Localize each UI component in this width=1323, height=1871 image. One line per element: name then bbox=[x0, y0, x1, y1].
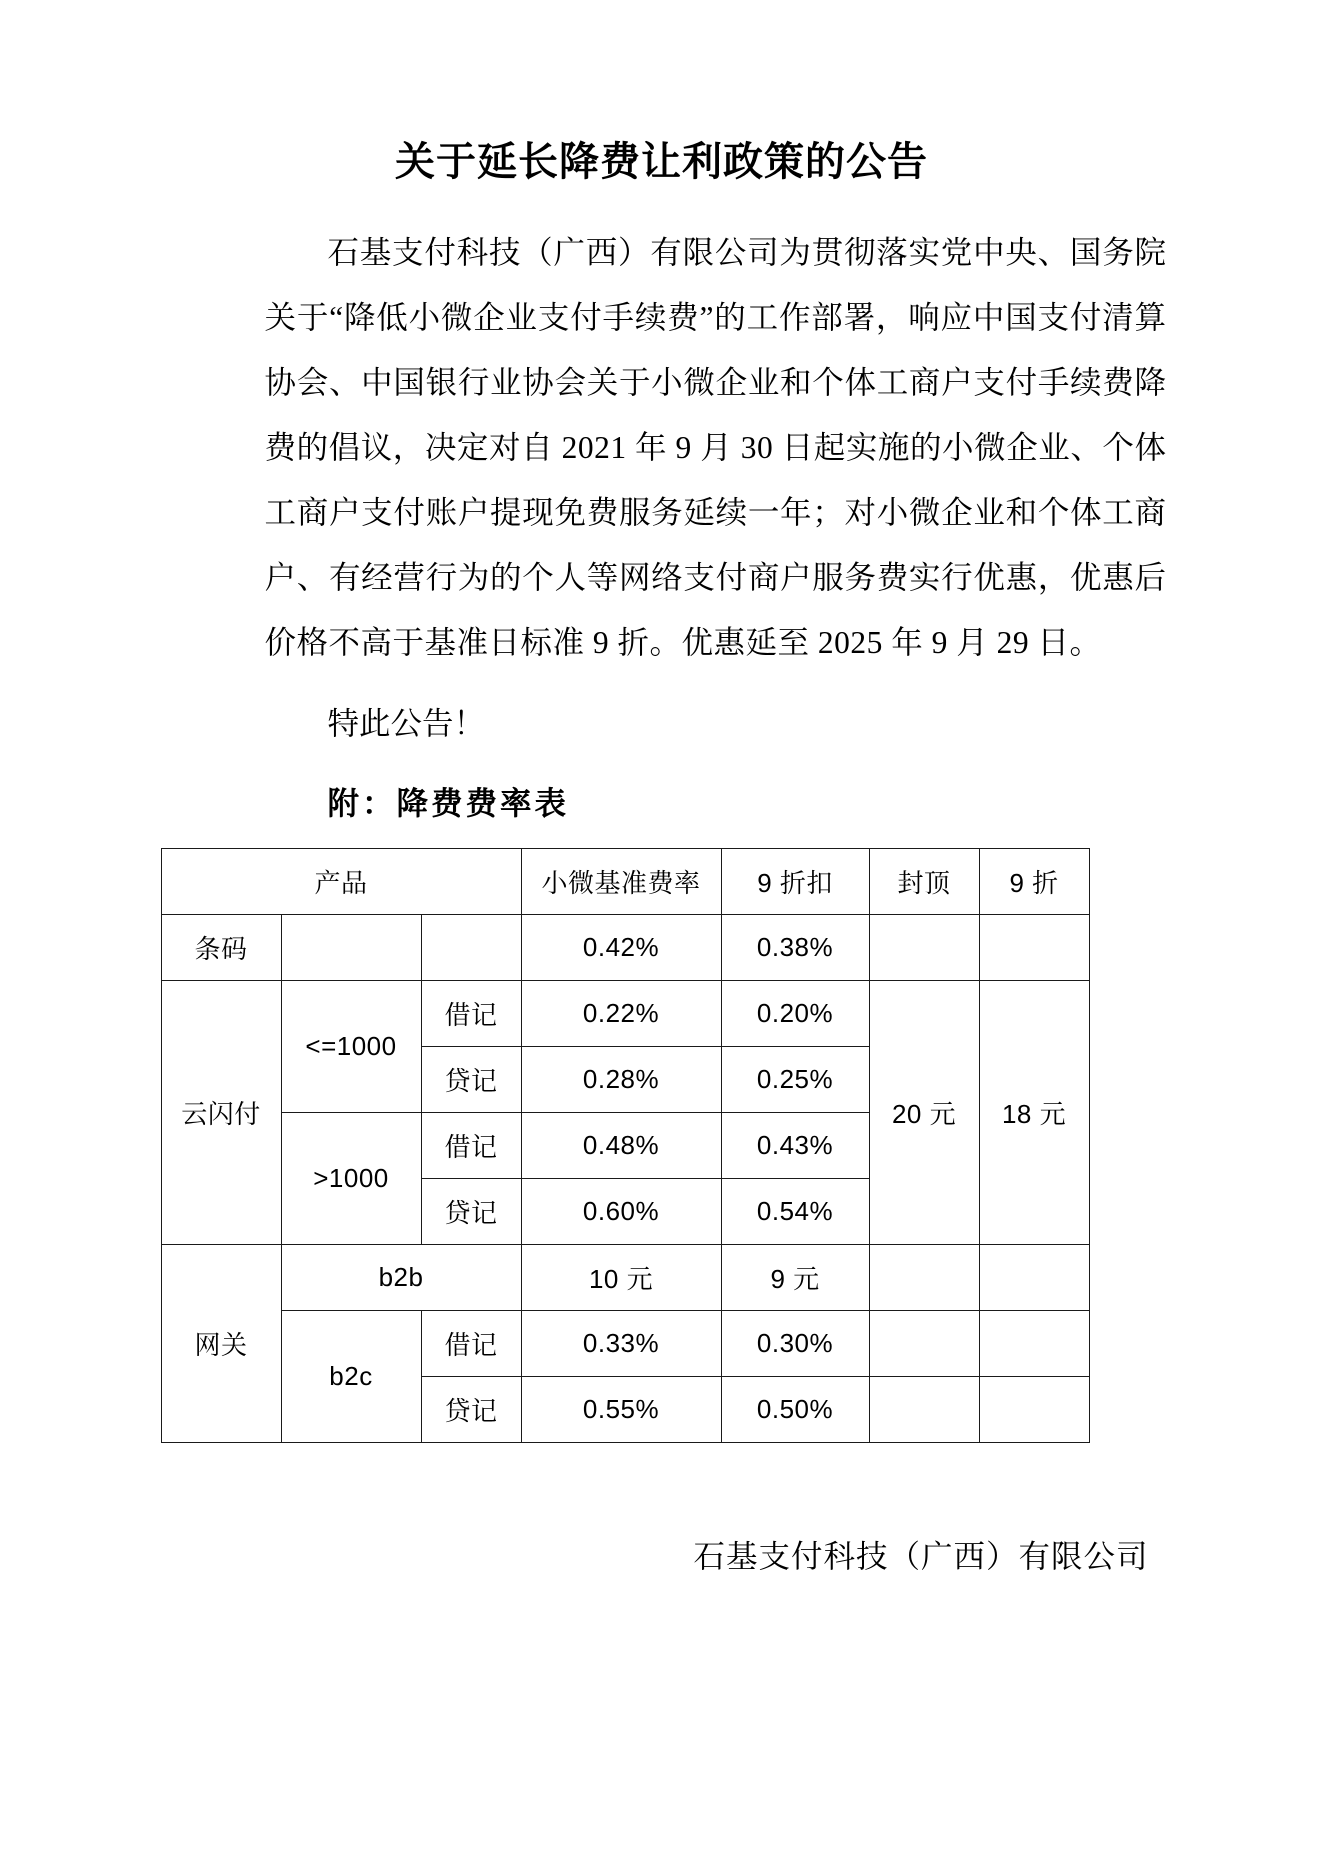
cell-cap bbox=[869, 1377, 979, 1443]
cell-card: 贷记 bbox=[421, 1377, 521, 1443]
table-header-row bbox=[161, 849, 1089, 915]
cell-base-rate: 0.22% bbox=[521, 981, 721, 1047]
cell-card: 借记 bbox=[421, 981, 521, 1047]
cell-cap: 20 元 bbox=[869, 981, 979, 1245]
table-row bbox=[161, 915, 1089, 981]
page-title: 关于延长降费让利政策的公告 bbox=[395, 140, 928, 184]
cell-base-rate: 10 元 bbox=[521, 1245, 721, 1311]
cell-tier: >1000 bbox=[281, 1113, 421, 1245]
cell-card: 借记 bbox=[421, 1113, 521, 1179]
cell-discount-rate: 0.20% bbox=[721, 981, 869, 1047]
cell-base-rate: 0.33% bbox=[521, 1311, 721, 1377]
table-row bbox=[161, 981, 1089, 1047]
cell-product: 条码 bbox=[161, 915, 281, 981]
cell-card: 借记 bbox=[421, 1311, 521, 1377]
cell-card: 贷记 bbox=[421, 1047, 521, 1113]
cell-cap bbox=[869, 915, 979, 981]
company-signature: 石基支付科技（广西）有限公司 bbox=[693, 1539, 1149, 1574]
cell-discount-rate: 0.30% bbox=[721, 1311, 869, 1377]
notice-line: 特此公告！ bbox=[327, 706, 486, 741]
attachment-label: 附：降费费率表 bbox=[327, 786, 570, 821]
cell-base-rate: 0.48% bbox=[521, 1113, 721, 1179]
cell-base-rate: 0.28% bbox=[521, 1047, 721, 1113]
document-body bbox=[157, 220, 1167, 834]
header-cap: 封顶 bbox=[869, 849, 979, 915]
header-discount-rate: 9 折扣 bbox=[721, 849, 869, 915]
header-cap-discount: 9 折 bbox=[979, 849, 1089, 915]
cell-base-rate: 0.42% bbox=[521, 915, 721, 981]
cell-product: 云闪付 bbox=[161, 981, 281, 1245]
rate-table-container bbox=[157, 848, 1167, 1443]
cell-card bbox=[421, 915, 521, 981]
cell-discount-rate: 0.25% bbox=[721, 1047, 869, 1113]
cell-cap-discount bbox=[979, 1245, 1089, 1311]
cell-discount-rate: 0.50% bbox=[721, 1377, 869, 1443]
cell-tier: b2c bbox=[281, 1311, 421, 1443]
cell-cap bbox=[869, 1311, 979, 1377]
cell-base-rate: 0.60% bbox=[521, 1179, 721, 1245]
cell-product: 网关 bbox=[161, 1245, 281, 1443]
cell-discount-rate: 0.54% bbox=[721, 1179, 869, 1245]
table-row bbox=[161, 1311, 1089, 1377]
rate-table bbox=[161, 848, 1090, 1443]
cell-discount-rate: 9 元 bbox=[721, 1245, 869, 1311]
cell-cap-discount bbox=[979, 1311, 1089, 1377]
body-paragraph-1: 石基支付科技（广西）有限公司为贯彻落实党中央、国务院关于“降低小微企业支付手续费”的工作部署，响应中国支付清算协会、中国银行业协会关于小微企业和个体工商户支付手续费降费的倡议，决定对自 2021 年 9 月 30 日起实施的小微企业、个体工商户支付账户提现免费服务延续一年；对小微企业和个体工商户、有经营行为的个人等网络支付商户服务费实行优惠，优惠后价格不高于基准日标准 9 折。优惠延至 2025 年 9 月 29 日。 bbox=[264, 235, 1167, 660]
cell-tier: <=1000 bbox=[281, 981, 421, 1113]
table-row bbox=[161, 1245, 1089, 1311]
cell-discount-rate: 0.38% bbox=[721, 915, 869, 981]
cell-discount-rate: 0.43% bbox=[721, 1113, 869, 1179]
cell-cap-discount bbox=[979, 915, 1089, 981]
cell-card: 贷记 bbox=[421, 1179, 521, 1245]
cell-cap bbox=[869, 1245, 979, 1311]
header-product: 产品 bbox=[161, 849, 521, 915]
cell-tier bbox=[281, 915, 421, 981]
cell-tier: b2b bbox=[281, 1245, 521, 1311]
cell-base-rate: 0.55% bbox=[521, 1377, 721, 1443]
header-base-rate: 小微基准费率 bbox=[521, 849, 721, 915]
cell-cap-discount: 18 元 bbox=[979, 981, 1089, 1245]
cell-cap-discount bbox=[979, 1377, 1089, 1443]
